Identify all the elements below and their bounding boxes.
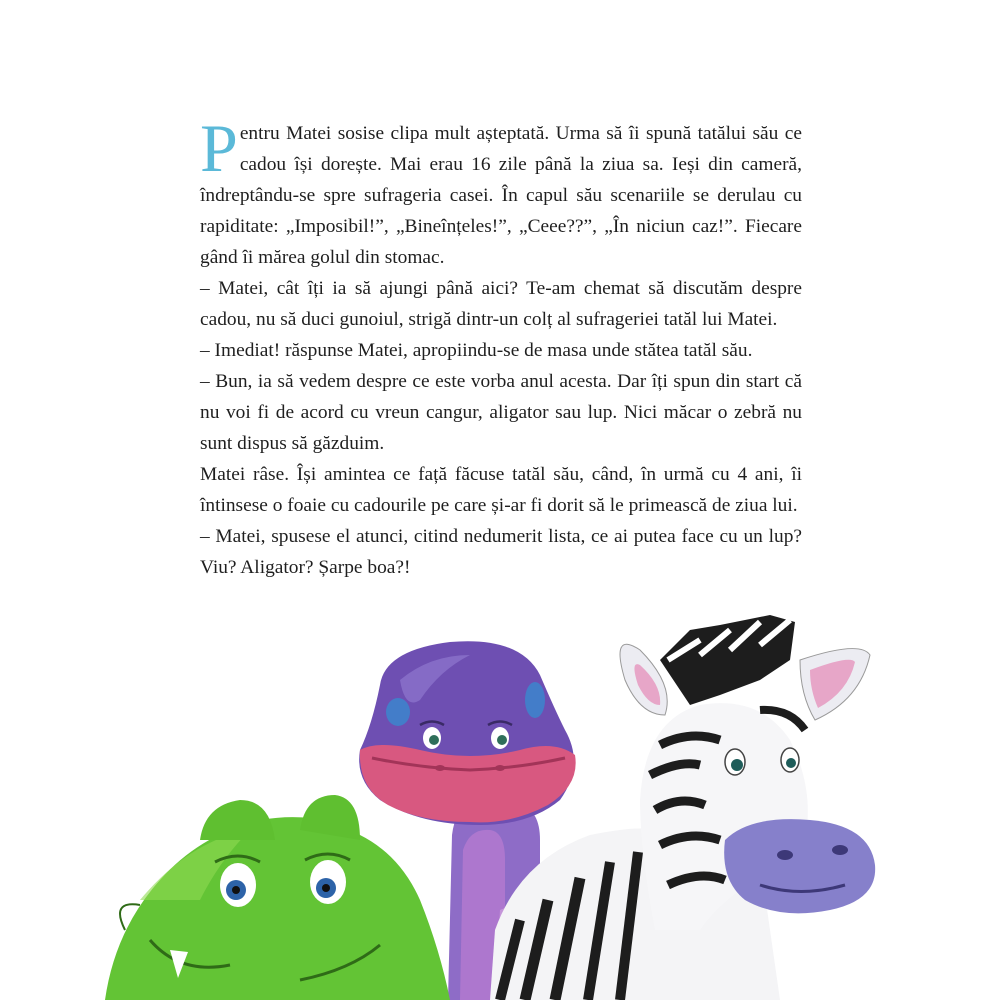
- crocodile-icon: [105, 795, 450, 1000]
- story-paragraph-2: – Matei, cât îți ia să ajungi până aici? Te-am chemat să discutăm despre cadou, nu să duci gunoiul, strigă dintr-un colț al sufrageriei tatăl lui Matei.: [200, 278, 802, 330]
- story-paragraph-4: – Bun, ia să vedem despre ce este vorba anul acesta. Dar îți spun din start că nu voi fi de acord cu vreun cangur, aligator sau lup. Nici măcar o zebră nu sunt dispus să găzduim.: [200, 371, 802, 454]
- story-text: [200, 110, 802, 583]
- drop-cap: P: [200, 110, 238, 186]
- animals-illustration: [0, 600, 1000, 1000]
- story-paragraph-6: – Matei, spusese el atunci, citind nedumerit lista, ce ai putea face cu un lup? Viu? Aligator? Șarpe boa?!: [200, 526, 802, 578]
- paragraph-text: entru Matei sosise clipa mult așteptată. Urma să îi spună tatălui său ce cadou își dorește. Mai erau 16 zile până la ziua sa. Ieși din cameră, îndreptându-se spre sufrageria casei. În capul său scenariile se derulau cu rapiditate: „Imposibil!”, „Bineînțeles!”, „Ceee??”, „În niciun caz!”. Fiecare gând îi mărea golul din stomac.: [200, 123, 802, 268]
- story-paragraph-3: – Imediat! răspunse Matei, apropiindu-se de masa unde stătea tatăl său.: [200, 340, 753, 361]
- story-paragraph-1: [200, 110, 802, 273]
- story-paragraph-5: Matei râse. Își amintea ce față făcuse tatăl său, când, în urmă cu 4 ani, îi întinsese o foaie cu cadourile pe care și-ar fi dorit să le primească de ziua lui.: [200, 464, 802, 516]
